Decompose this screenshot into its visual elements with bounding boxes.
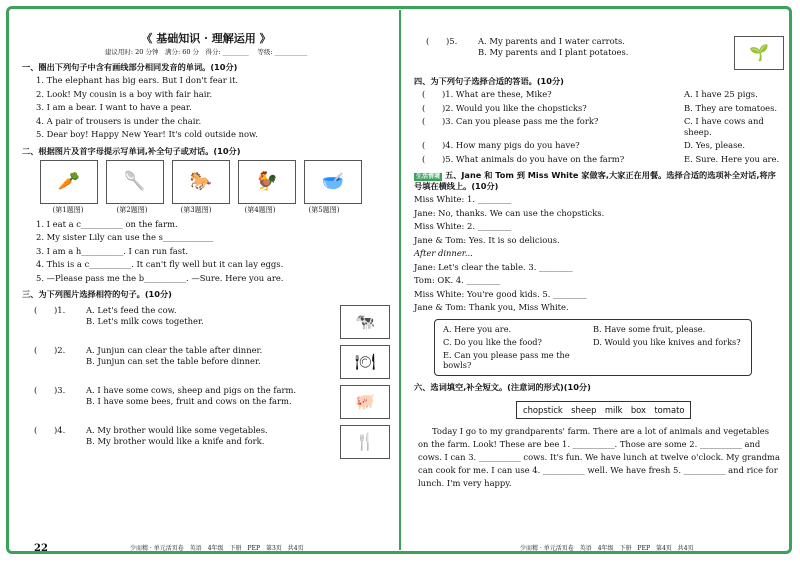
s1-item: 1. The elephant has big ears. But I don't fear it. — [36, 75, 239, 86]
fork-icon: 🍴 — [340, 425, 390, 459]
answer-blank[interactable]: ( )3. — [34, 385, 66, 396]
context-tag: 生活情境 — [416, 173, 441, 181]
qa-row — [422, 116, 784, 137]
page-number: 22 — [34, 543, 48, 554]
page-divider — [399, 10, 401, 550]
section-2-heading: 二、根据图片及首字母提示写单词,补全句子或对话。(10分) — [22, 145, 241, 156]
qa-row — [422, 140, 784, 151]
farm-icon: 🐖 — [340, 385, 390, 419]
section-3-heading: 三、为下列图片选择相符的句子。(10分) — [22, 289, 172, 300]
word-bank: chopstick sheep milk box tomato — [516, 401, 691, 420]
s1-item: 3. I am a bear. I want to have a pear. — [36, 102, 192, 113]
option: D. Would you like knives and forks? — [593, 336, 741, 347]
caption: (第5题图) — [308, 205, 340, 214]
option-b: B. I have some bees, fruit and cows on the farm. — [86, 395, 292, 406]
dialog-line: Miss White: 2. ________ — [414, 221, 512, 231]
s1-item: 2. Look! My cousin is a boy with fair hair. — [36, 88, 213, 99]
dialog — [414, 194, 784, 313]
right-page — [414, 22, 784, 490]
caption: (第3题图) — [180, 205, 212, 214]
answer-blank[interactable]: ( )4. — [34, 425, 66, 436]
section-6-heading: 六、选词填空,补全短文。(注意词的形式)(10分) — [414, 381, 591, 392]
option-a: A. Let's feed the cow. — [86, 305, 177, 316]
chicken-icon: 🐓 — [238, 160, 296, 204]
s2-item: 1. I eat a c__________ on the farm. — [36, 218, 178, 229]
s1-item: 4. A pair of trousers is under the chair. — [36, 115, 202, 126]
picture-row — [40, 160, 390, 204]
horse-icon: 🐎 — [172, 160, 230, 204]
picture-captions — [40, 206, 390, 215]
option-b: B. My brother would like a knife and fork. — [86, 435, 265, 446]
option-b: B. Let's milk cows together. — [86, 315, 204, 326]
left-page — [22, 22, 390, 465]
question: ( )1. What are these, Mike? — [422, 89, 552, 100]
option: E. Can you please pass me the bowls? — [443, 350, 570, 371]
answer-blank[interactable]: ( )5. — [426, 36, 458, 46]
option-a: A. I have some cows, sheep and pigs on the farm. — [86, 385, 297, 396]
bowl-icon: 🥣 — [304, 160, 362, 204]
s3-question — [414, 36, 784, 70]
answer-option: E. Sure. Here you are. — [684, 153, 780, 164]
dialog-line: Jane: No, thanks. We can use the chopsticks. — [414, 207, 605, 218]
caption: (第4题图) — [244, 205, 276, 214]
plant-icon: 🌱 — [734, 36, 784, 70]
answer-option: C. I have cows and sheep. — [684, 116, 764, 137]
s3-question — [22, 425, 390, 459]
option-a: A. My parents and I water carrots. — [478, 36, 625, 46]
caption: (第1题图) — [52, 205, 84, 214]
s1-item: 5. Dear boy! Happy New Year! It's cold outside now. — [36, 129, 258, 140]
cloze-paragraph: Today I go to my grandparents' farm. There are a lot of animals and vegetables on the farm. Look! These are bee 1. __________. Those are some 2. __________ and cows. I can 3. __________ cows. It's fun. We have lunch at twelve o'clock. My grandma can cook for me. I can use 4. __________ well. We have fresh 5. __________ and rice for lunch. I'm very happy. — [418, 426, 780, 489]
section-5-heading — [414, 170, 784, 191]
score-meta: 建议用时: 20 分钟 满分: 60 分 得分: ________ 等级: __________ — [104, 47, 308, 56]
page-title: 《 基础知识 · 理解运用 》 — [141, 32, 271, 45]
dialog-line: Jane & Tom: Yes. It is so delicious. — [414, 234, 560, 245]
right-footer: 少而精 · 单元活页卷 英语 4年级 下册 PEP 第4页 共4页 — [520, 545, 694, 552]
cow-icon: 🐄 — [340, 305, 390, 339]
question: ( )4. How many pigs do you have? — [422, 140, 580, 151]
dialog-line: Miss White: You're good kids. 5. ________ — [414, 288, 587, 299]
question: ( )2. Would you like the chopsticks? — [422, 102, 587, 113]
dialog-line: Tom: OK. 4. ________ — [414, 275, 501, 285]
option-a: A. Junjun can clear the table after dinner. — [86, 345, 263, 356]
carrot-icon: 🥕 — [40, 160, 98, 204]
dialog-line: Jane & Tom: Thank you, Miss White. — [414, 302, 569, 312]
option-b: B. My parents and I plant potatoes. — [478, 46, 629, 57]
section-5-text: 五、Jane 和 Tom 到 Miss White 家做客,大家正在用餐。选择合适的选项补全对话,将序号填在横线上。(10分) — [414, 170, 776, 191]
spoon-icon: 🥄 — [106, 160, 164, 204]
option: B. Have some fruit, please. — [593, 323, 706, 334]
dialog-line: Jane: Let's clear the table. 3. ________ — [414, 261, 573, 272]
dialog-line: After dinner... — [414, 248, 473, 258]
section-4-heading: 四、为下列句子选择合适的答语。(10分) — [414, 76, 564, 86]
table-icon: 🍽 — [340, 345, 390, 379]
qa-row — [422, 103, 784, 114]
s3-question — [22, 305, 390, 339]
options-box — [434, 319, 752, 376]
s2-item: 5. —Please pass me the b__________. —Sure. Here you are. — [36, 272, 284, 283]
option: A. Here you are. — [443, 323, 512, 334]
s2-item: 2. My sister Lily can use the s____________ — [36, 232, 214, 243]
answer-option: A. I have 25 pigs. — [684, 89, 758, 100]
s2-item: 4. This is a c__________. It can't fly well but it can lay eggs. — [36, 259, 284, 270]
section-1-heading: 一、圈出下列句子中含有画线部分相同发音的单词。(10分) — [22, 61, 238, 72]
s2-item: 3. I am a h__________. I can run fast. — [36, 245, 189, 256]
dialog-line: Miss White: 1. ________ — [414, 194, 512, 204]
answer-option: B. They are tomatoes. — [684, 102, 778, 113]
question: ( )3. Can you please pass me the fork? — [422, 116, 599, 127]
left-footer: 少而精 · 单元活页卷 英语 4年级 下册 PEP 第3页 共4页 — [130, 545, 304, 552]
answer-blank[interactable]: ( )2. — [34, 345, 66, 356]
option-a: A. My brother would like some vegetables. — [86, 425, 268, 436]
answer-option: D. Yes, please. — [684, 140, 746, 151]
caption: (第2题图) — [116, 205, 148, 214]
s3-question — [22, 345, 390, 379]
option: C. Do you like the food? — [443, 336, 542, 347]
s3-question — [22, 385, 390, 419]
option-b: B. Junjun can set the table before dinner. — [86, 355, 261, 366]
qa-row — [422, 154, 784, 165]
question: ( )5. What animals do you have on the farm? — [422, 153, 625, 164]
answer-blank[interactable]: ( )1. — [34, 305, 66, 316]
qa-row — [422, 89, 784, 100]
